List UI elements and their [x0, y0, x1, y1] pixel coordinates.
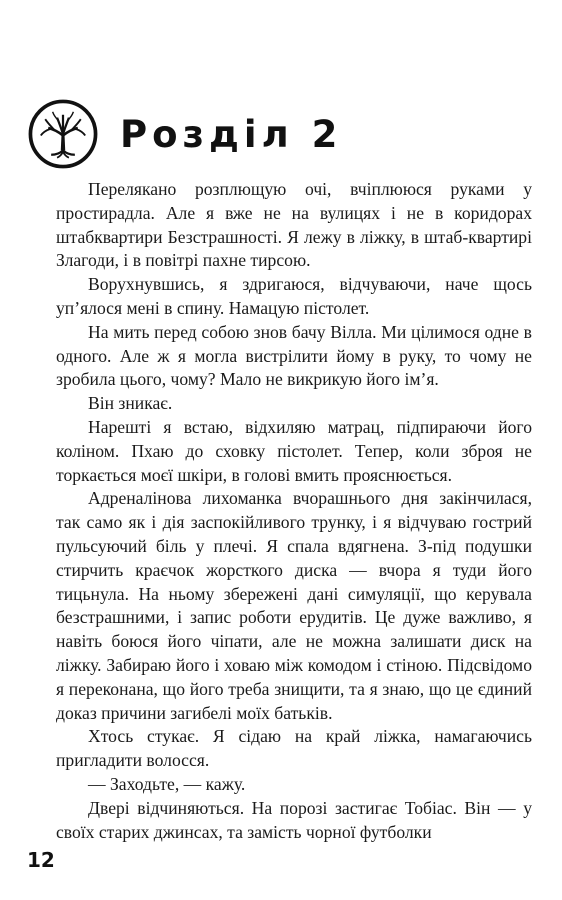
paragraph: Двері відчиняються. На порозі застигає Тобіас. Він — у своїх старих джинсах, та замість чорної футболки	[56, 797, 532, 842]
page-number: 12	[27, 848, 55, 872]
paragraph: — Заходьте, — кажу.	[88, 773, 246, 794]
paragraph: Перелякано розплющую очі, вчіплююся руками у простирадла. Але я вже не на вулицях і не в коридорах штабквартири Безстрашності. Я лежу в ліжку, в штаб-квартирі Злагоди, і в повітрі пахне тирсою.	[56, 179, 532, 271]
paragraph: Нарешті я встаю, відхиляю матрац, підпираючи його коліном. Пхаю до сховку пістолет. Тепер, коли зброя не торкається моєї шкіри, в голові вмить прояснюється.	[56, 416, 532, 485]
tree-emblem-icon	[26, 97, 100, 171]
chapter-header	[26, 94, 342, 174]
paragraph: Хтось стукає. Я сідаю на край ліжка, намагаючись пригладити волосся.	[56, 726, 532, 771]
paragraph: На мить перед собою знов бачу Вілла. Ми цілимося одне в одного. Але ж я могла вистрілити йому в руку, то чому не зробила цього, чому? Мало не викрикую його ім’я.	[56, 321, 532, 390]
paragraph: Він зникає.	[88, 393, 173, 414]
chapter-body	[56, 178, 532, 844]
paragraph: Ворухнувшись, я здригаюся, відчуваючи, наче щось уп’ялося мені в спину. Намацую пістолет.	[56, 274, 532, 318]
chapter-title: Розділ 2	[120, 112, 343, 156]
paragraph: Адреналінова лихоманка вчорашнього дня закінчилася, так само як і дія заспокійливого трунку, і я відчуваю гострий пульсуючий біль у плечі. Я спала вдягнена. З-під подушки стирчить краєчок жорсткого диска — вчора я туди його тицьнула. На ньому збережені дані симуляції, що керувала безстрашними, і запис роботи ерудитів. Це дуже важливо, я навіть боюся його чіпати, але не можна залишати диск на ліжку. Забираю його і ховаю між комодом і стіною. Підсвідомо я переконана, що його треба знищити, та я знаю, що це єдиний доказ причини загибелі моїх батьків.	[56, 488, 532, 723]
